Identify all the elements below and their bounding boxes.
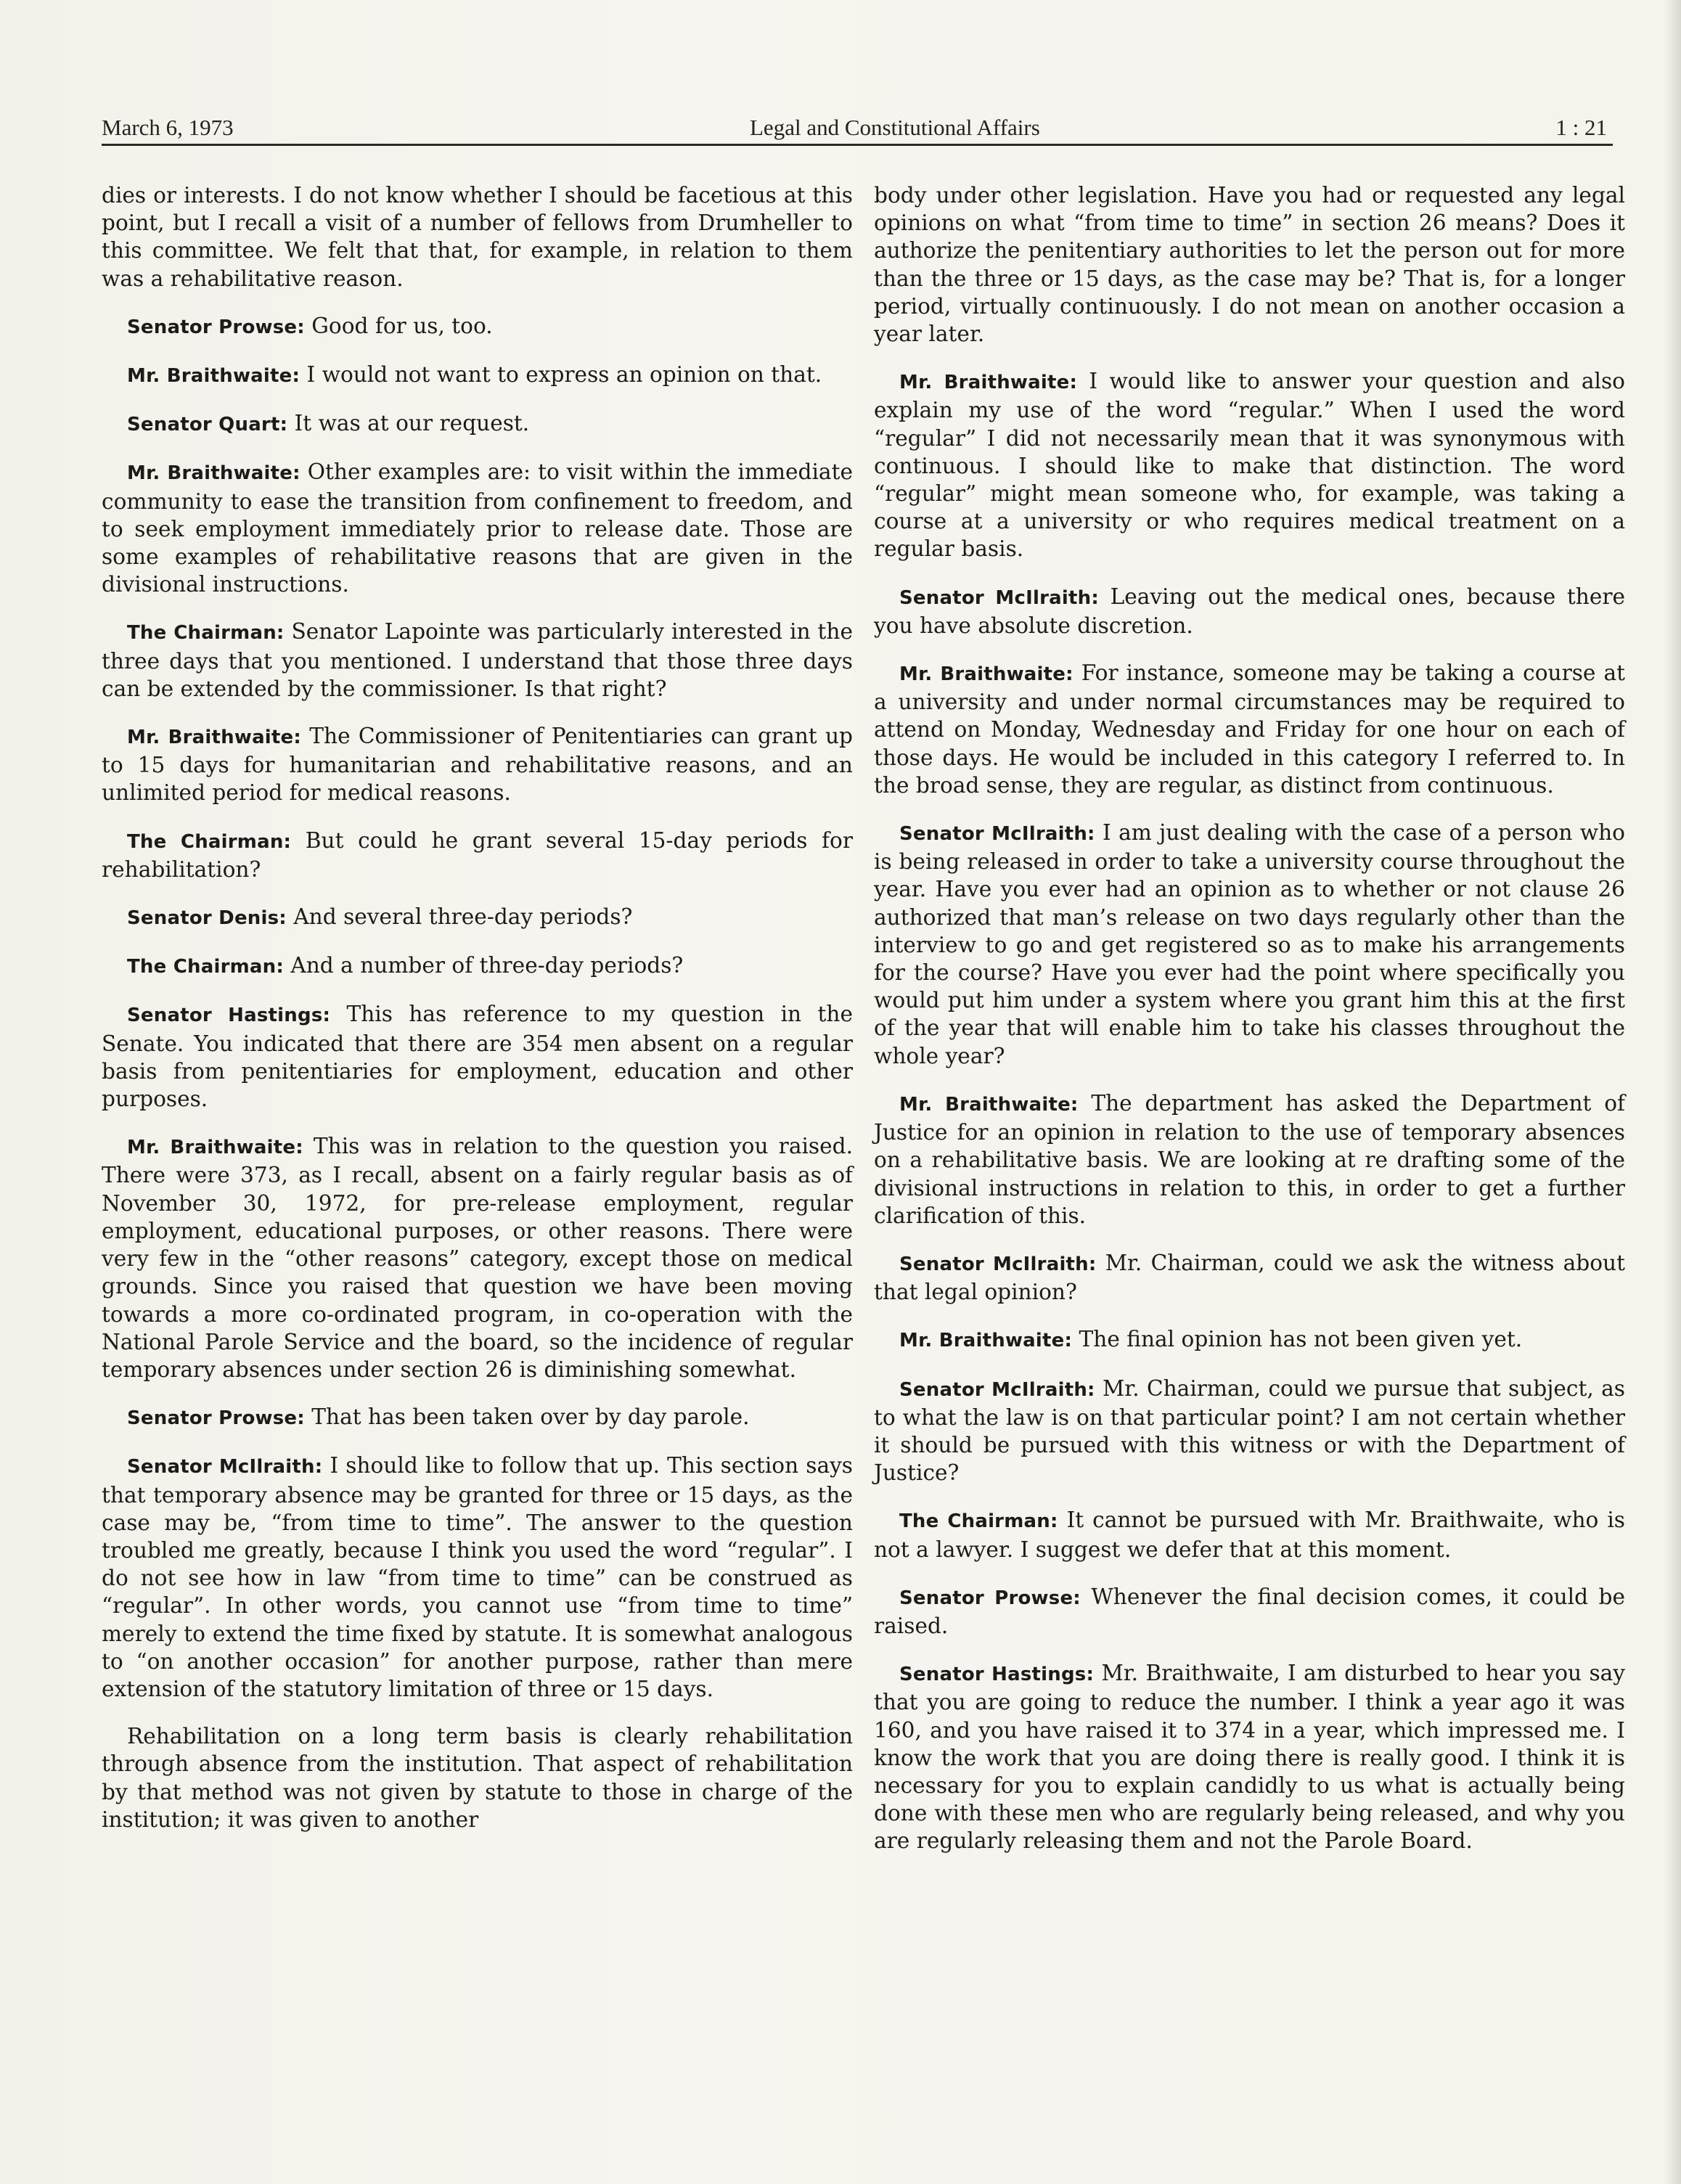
speaker-name: Senator McIlraith: — [899, 1253, 1097, 1275]
paragraph-text: dies or interests. I do not know whether I should be facetious at this point, but I recall a visit of a number of fellows from Drumheller to this committee. We felt that that, for example, in relation to them was a rehabilitative reason. — [102, 183, 853, 291]
speaker-name: Senator Prowse: — [127, 316, 305, 338]
speaker-name: Senator Prowse: — [899, 1587, 1081, 1609]
paragraph-text: This was in relation to the question you raised. There were 373, as I recall, absent on a fairly regular basis as of November 30, 1972, for pre-release employment, regular employment, educational purposes, or other reasons. There were very few in the “other reasons” category, except those on medical grounds. Since you raised that question we have been moving towards a more co-ordinated program, in co-operation with the National Parole Service and the board, so the incidence of regular temporary absences under section 26 is diminishing somewhat. — [102, 1134, 853, 1382]
paragraph-text: body under other legislation. Have you had or requested any legal opinions on what “from time to time” in section 26 means? Does it authorize the penitentiary authorities to let the person out for more than the three or 15 days, as the case may be? That is, for a longer period, virtually continuously. I do not mean on another occasion a year later. — [874, 183, 1625, 347]
paragraph — [874, 659, 1625, 799]
running-header — [102, 110, 1613, 146]
paragraph-text: Rehabilitation on a long term basis is clearly rehabilitation through absence from the institution. That aspect of rehabilitation by that method was not given by statute to those in charge of the institution; it was given to another — [102, 1724, 853, 1832]
paragraph — [874, 367, 1625, 563]
paragraph-text: Good for us, too. — [311, 313, 493, 338]
paragraph — [102, 361, 853, 390]
speaker-name: Mr. Braithwaite: — [127, 365, 300, 388]
paragraph — [102, 409, 853, 438]
paragraph — [874, 1325, 1625, 1354]
speaker-name: Mr. Braithwaite: — [127, 727, 301, 749]
paragraph-text: And a number of three-day periods? — [290, 953, 684, 978]
paragraph-text: Mr. Chairman, could we pursue that subject, as to what the law is on that particular point? I am not certain whether it should be pursued with this witness or with the Department of Justice? — [874, 1375, 1625, 1486]
paragraph — [102, 181, 853, 293]
paragraph — [874, 1089, 1625, 1230]
speaker-name: Senator McIlraith: — [899, 1378, 1095, 1401]
speaker-name: Senator Denis: — [127, 907, 287, 930]
speaker-name: Mr. Braithwaite: — [899, 372, 1078, 394]
paragraph-text: The final opinion has not been given yet. — [1079, 1327, 1523, 1352]
speaker-name: The Chairman: — [899, 1510, 1058, 1533]
paragraph-text: The Commissioner of Penitentiaries can grant up to 15 days for humanitarian and rehabilitative reasons, and an unlimited period for medical reasons. — [102, 724, 853, 806]
speaker-name: Mr. Braithwaite: — [127, 1137, 303, 1159]
paragraph-text: Leaving out the medical ones, because there you have absolute discretion. — [874, 584, 1625, 638]
paragraph-text: It cannot be pursued with Mr. Braithwaite, who is not a lawyer. I suggest we defer that at this moment. — [874, 1508, 1625, 1562]
paragraph-text: It was at our request. — [294, 411, 530, 436]
paragraph-text: Whenever the final decision comes, it could be raised. — [874, 1584, 1625, 1638]
speaker-name: Senator McIlraith: — [127, 1456, 323, 1479]
header-title: Legal and Constitutional Affairs — [750, 115, 1040, 140]
paragraph-text: Mr. Chairman, could we ask the witness about that legal opinion? — [874, 1250, 1625, 1305]
paragraph — [102, 1452, 853, 1703]
paragraph — [102, 827, 853, 883]
paragraph — [874, 1375, 1625, 1487]
header-page-number: 1 : 21 — [1555, 115, 1607, 140]
paragraph — [102, 1132, 853, 1383]
speaker-name: The Chairman: — [127, 830, 292, 853]
paragraph — [102, 1722, 853, 1833]
paragraph-text: Other examples are: to visit within the immediate community to ease the transition from confinement to freedom, and to seek employment immediately prior to release date. Those are some examples of rehabilitative reasons that are given in the divisional instructions. — [102, 459, 853, 597]
paragraph-text: For instance, someone may be taking a course at a university and under normal circumstances may be required to attend on Monday, Wednesday and Friday for one hour on each of those days. He would be included in this category I referred to. In the broad sense, they are regular, as distinct from continuous. — [874, 660, 1625, 798]
speaker-name: Mr. Braithwaite: — [899, 1093, 1079, 1116]
paragraph-text: And several three-day periods? — [293, 904, 633, 930]
paragraph-text: Mr. Braithwaite, I am disturbed to hear you say that you are going to reduce the number. I think a year ago it was 160, and you have raised it to 374 in a year, which impressed me. I know the work that you are doing there is really good. I think it is necessary for you to explain candidly to us what is actually being done with these men who are regularly being released, and why you are regularly releasing them and not the Parole Board. — [874, 1661, 1625, 1854]
speaker-name: Senator McIlraith: — [899, 823, 1095, 846]
paragraph — [874, 1506, 1625, 1563]
paragraph — [874, 819, 1625, 1070]
speaker-name: Senator Hastings: — [127, 1005, 331, 1027]
right-column — [874, 181, 1625, 1875]
paragraph-text: The department has asked the Department of Justice for an opinion in relation to the use of temporary absences on a rehabilitative basis. We are looking at re drafting some of the divisional instructions in relation to this, in order to get a further clarification of this. — [874, 1090, 1625, 1228]
speaker-name: Senator Quart: — [127, 414, 288, 436]
paragraph-text: That has been taken over by day parole. — [311, 1404, 750, 1430]
paragraph — [102, 458, 853, 598]
paragraph-text: But could he grant several 15-day periods for rehabilitation? — [102, 827, 853, 882]
paragraph — [874, 583, 1625, 639]
speaker-name: Senator Prowse: — [127, 1407, 305, 1430]
paragraph-text: I would not want to express an opinion on that. — [306, 362, 822, 388]
header-date: March 6, 1973 — [102, 115, 234, 140]
paragraph-text: Senator Lapointe was particularly interested in the three days that you mentioned. I understand that those three days can be extended by the commissioner. Is that right? — [102, 619, 853, 701]
paragraph-text: I am just dealing with the case of a person who is being released in order to take a university course throughout the year. Have you ever had an opinion as to whether or not clause 26 authorized that man’s release on two days regularly other than the interview to go and get registered so as to make his arrangements for the course? Have you ever had the point where specifically you would put him under a system where you grant him this at the first of the year that will enable him to take his classes throughout the whole year? — [874, 820, 1625, 1068]
paragraph — [874, 1659, 1625, 1854]
paragraph-text: This has reference to my question in the Senate. You indicated that there are 354 men absent on a regular basis from penitentiaries for employment, education and other purposes. — [102, 1002, 853, 1112]
speaker-name: Mr. Braithwaite: — [127, 462, 300, 485]
paragraph-text: I would like to answer your question and also explain my use of the word “regular.” When I used the word “regular” I did not necessarily mean that it was synonymous with continuous. I should like to make that distinction. The word “regular” might mean someone who, for example, was taking a course at a university or who requires medical treatment on a regular basis. — [874, 369, 1625, 562]
speaker-name: Senator McIlraith: — [899, 586, 1099, 609]
speaker-name: The Chairman: — [127, 956, 284, 978]
paragraph — [102, 1403, 853, 1432]
paragraph — [102, 312, 853, 341]
speaker-name: Mr. Braithwaite: — [899, 663, 1073, 686]
speaker-name: Mr. Braithwaite: — [899, 1330, 1073, 1352]
paragraph — [102, 618, 853, 703]
paragraph — [874, 1249, 1625, 1306]
left-column — [102, 181, 853, 1853]
paragraph — [874, 181, 1625, 348]
paragraph-text: I should like to follow that up. This section says that temporary absence may be granted for three or 15 days, as the case may be, “from time to time”. The answer to the question troubled me greatly, because I think you used the word “regular”. I do not see how in law “from time to time” can be construed as “regular”. In other words, you cannot use “from time to time” merely to extend the time fixed by statute. It is somewhat analogous to “on another occasion” for another purpose, rather than mere extension of the statutory limitation of three or 15 days. — [102, 1453, 853, 1701]
paragraph — [102, 952, 853, 981]
paragraph — [874, 1583, 1625, 1640]
paragraph — [102, 903, 853, 932]
speaker-name: Senator Hastings: — [899, 1664, 1095, 1686]
paragraph — [102, 1000, 853, 1113]
paragraph — [102, 722, 853, 807]
speaker-name: The Chairman: — [127, 622, 285, 645]
